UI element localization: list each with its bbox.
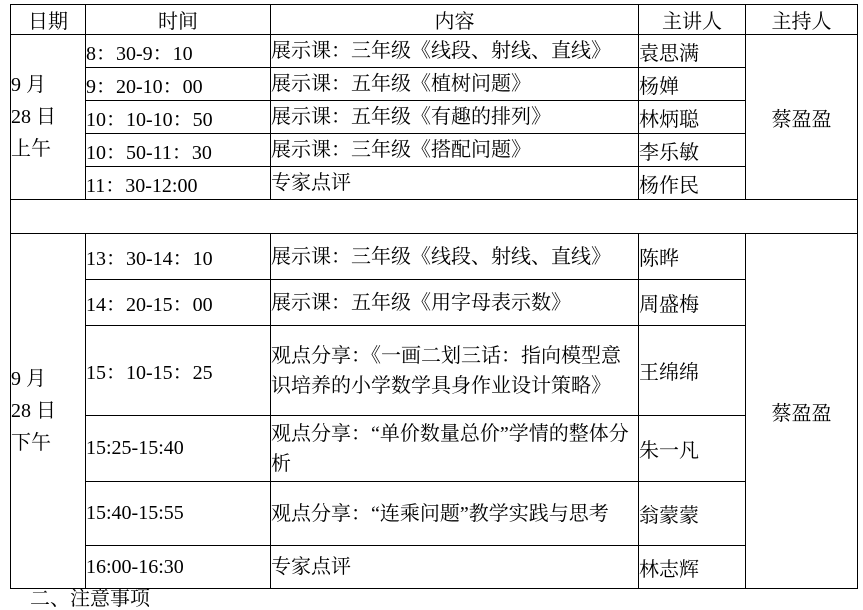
speaker-cell: 杨作民 [639, 167, 746, 200]
speaker-cell: 林炳聪 [639, 101, 746, 134]
date-cell-afternoon [11, 234, 86, 589]
time-cell: 13：30-14：10 [86, 234, 271, 280]
content-cell: 观点分享：“单价数量总价”学情的整体分析 [271, 416, 639, 482]
content-cell: 展示课：三年级《线段、射线、直线》 [271, 234, 639, 280]
date-line: 9 月 [11, 74, 46, 96]
date-line: 9 月 [11, 368, 46, 390]
content-cell: 专家点评 [271, 167, 639, 200]
time-cell: 10：10-10：50 [86, 101, 271, 134]
speaker-cell: 袁思满 [639, 35, 746, 68]
table-row [11, 482, 858, 546]
table-row [11, 68, 858, 101]
speaker-cell: 翁蒙蒙 [639, 482, 746, 546]
date-line: 上午 [11, 138, 51, 160]
table-row [11, 234, 858, 280]
table-row [11, 35, 858, 68]
time-cell: 14：20-15：00 [86, 280, 271, 326]
time-cell: 8：30-9：10 [86, 35, 271, 68]
schedule-table [10, 4, 858, 589]
header-cell-date: 日期 [11, 5, 86, 35]
speaker-cell: 朱一凡 [639, 416, 746, 482]
header-cell-host: 主持人 [746, 5, 858, 35]
content-cell: 展示课：三年级《搭配问题》 [271, 134, 639, 167]
date-line: 28 日 [11, 400, 56, 422]
speaker-cell: 陈晔 [639, 234, 746, 280]
table-row [11, 134, 858, 167]
speaker-cell: 周盛梅 [639, 280, 746, 326]
time-cell: 15：10-15：25 [86, 326, 271, 416]
header-row [11, 5, 858, 35]
time-cell: 16:00-16:30 [86, 546, 271, 589]
host-cell-morning: 蔡盈盈 [746, 35, 858, 200]
content-cell: 展示课：五年级《用字母表示数》 [271, 280, 639, 326]
content-cell: 展示课：五年级《植树问题》 [271, 68, 639, 101]
time-cell: 10：50-11：30 [86, 134, 271, 167]
table-row [11, 546, 858, 589]
time-cell: 15:40-15:55 [86, 482, 271, 546]
content-cell: 展示课：三年级《线段、射线、直线》 [271, 35, 639, 68]
section-heading-partial: 二、注意事项 [30, 588, 150, 610]
header-cell-speaker: 主讲人 [639, 5, 746, 35]
date-cell-morning [11, 35, 86, 200]
speaker-cell: 王绵绵 [639, 326, 746, 416]
content-cell: 展示课：五年级《有趣的排列》 [271, 101, 639, 134]
date-line: 下午 [11, 432, 51, 454]
content-cell: 观点分享：《一画二划三话：指向模型意识培养的小学数学具身作业设计策略》 [271, 326, 639, 416]
speaker-cell: 杨婵 [639, 68, 746, 101]
time-cell: 9：20-10：00 [86, 68, 271, 101]
spacer-cell [11, 200, 858, 234]
host-cell-afternoon: 蔡盈盈 [746, 234, 858, 589]
spacer-row [11, 200, 858, 234]
speaker-cell: 李乐敏 [639, 134, 746, 167]
speaker-cell: 林志辉 [639, 546, 746, 589]
table-row [11, 167, 858, 200]
content-cell: 专家点评 [271, 546, 639, 589]
table-row [11, 101, 858, 134]
content-cell: 观点分享：“连乘问题”教学实践与思考 [271, 482, 639, 546]
table-row [11, 416, 858, 482]
header-cell-time: 时间 [86, 5, 271, 35]
header-cell-content: 内容 [271, 5, 639, 35]
date-line: 28 日 [11, 106, 56, 128]
table-row [11, 280, 858, 326]
time-cell: 15:25-15:40 [86, 416, 271, 482]
table-row [11, 326, 858, 416]
time-cell: 11：30-12:00 [86, 167, 271, 200]
